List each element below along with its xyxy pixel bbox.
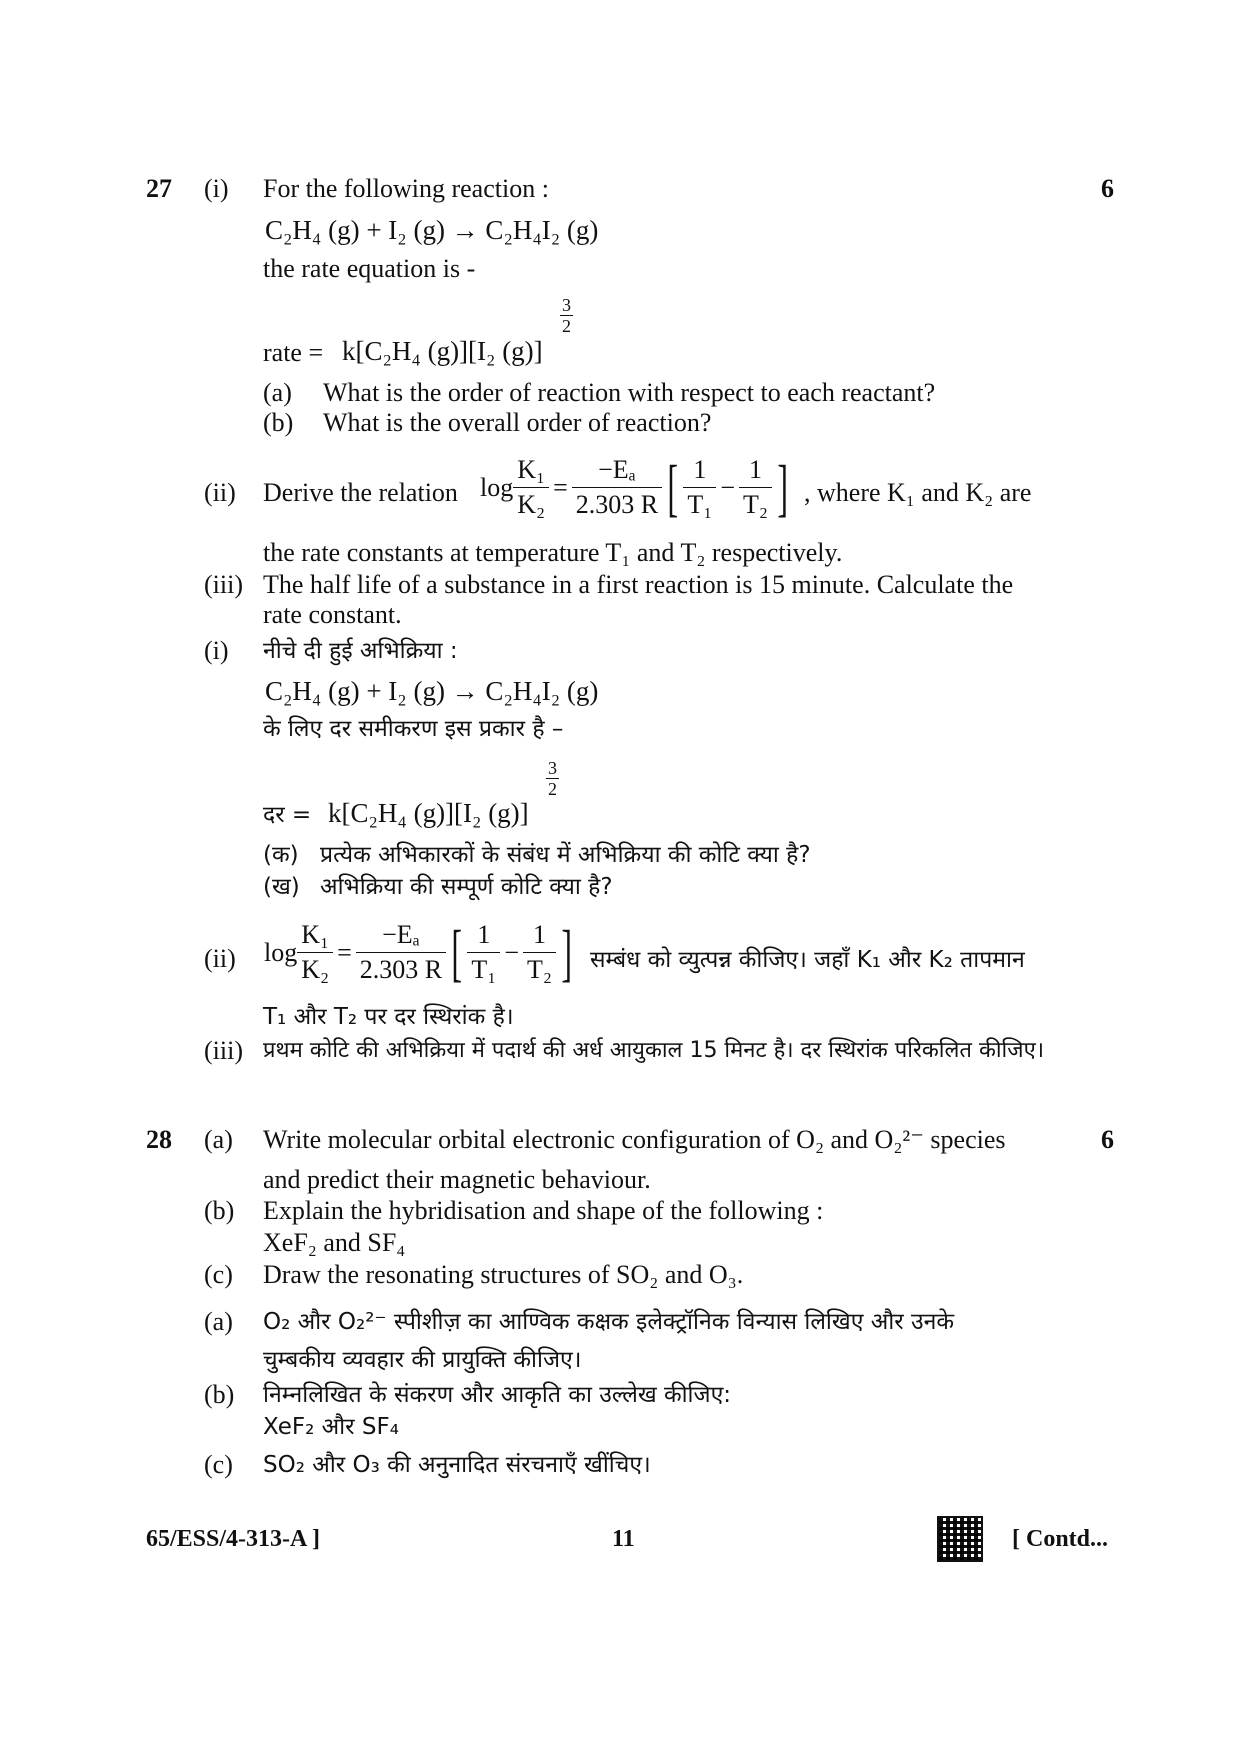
subpart-label: (a) xyxy=(263,378,292,407)
subpart-label: (ख) xyxy=(263,874,300,900)
rate-expression: k[C₂H₄ (g)][I₂ (g)] xyxy=(342,336,543,366)
question-text: and predict their magnetic behaviour. xyxy=(263,1165,651,1194)
part-label: (b) xyxy=(204,1196,235,1225)
subpart-label: (b) xyxy=(263,408,294,437)
activation-energy: −Eₐ xyxy=(572,455,662,488)
part-label: (iii) xyxy=(204,1036,243,1065)
subpart-text: What is the overall order of reaction? xyxy=(323,408,712,437)
log-symbol: log xyxy=(480,472,514,502)
exponent-denominator: 2 xyxy=(548,779,557,799)
t2: T₂ xyxy=(527,955,552,984)
rate-intro: the rate equation is - xyxy=(263,254,476,283)
question-text: The half life of a substance in a first reaction is 15 minute. Calculate the xyxy=(263,570,1014,599)
contd-label: [ Contd... xyxy=(1012,1526,1109,1552)
t2: T₂ xyxy=(743,490,768,519)
question-text: Draw the resonating structures of SO₂ and O₃. xyxy=(263,1260,744,1289)
question-text: XeF₂ and SF₄ xyxy=(263,1228,406,1257)
question-text: Derive the relation xyxy=(263,478,458,507)
rate-exponent xyxy=(560,295,573,337)
question-text: Explain the hybridisation and shape of the following : xyxy=(263,1196,824,1225)
activation-energy: −Eₐ xyxy=(356,920,446,953)
t1: T₁ xyxy=(471,955,497,984)
k2: K₂ xyxy=(517,490,546,519)
qr-code-icon xyxy=(937,1516,983,1562)
exponent-numerator: 3 xyxy=(548,758,557,778)
equals-sign: = xyxy=(553,472,568,502)
question-text: For the following reaction : xyxy=(263,174,549,203)
t1: T₁ xyxy=(687,490,713,519)
question-text-hindi: निम्नलिखित के संकरण और आकृति का उल्लेख कीजिए: xyxy=(263,1382,732,1408)
question-text-hindi: O₂ और O₂²⁻ स्पीशीज़ का आण्विक कक्षक इलेक्ट्रॉनिक विन्यास लिखिए और उनके xyxy=(263,1309,955,1335)
k1: K₁ xyxy=(513,455,549,488)
rate-expression: k[C₂H₄ (g)][I₂ (g)] xyxy=(328,798,529,828)
chemical-equation: C₂H₄ (g) + I₂ (g) → C₂H₄I₂ (g) xyxy=(265,676,599,706)
exponent-numerator: 3 xyxy=(562,295,571,315)
part-label: (i) xyxy=(204,174,229,203)
marks: 6 xyxy=(1101,174,1114,203)
subpart-text: What is the order of reaction with respect to each reactant? xyxy=(323,378,936,407)
rate-exponent xyxy=(546,758,559,800)
exponent-denominator: 2 xyxy=(562,316,571,336)
subpart-label: (क) xyxy=(263,842,299,868)
part-label: (iii) xyxy=(204,570,243,599)
k1: K₁ xyxy=(297,920,333,953)
k2: K₂ xyxy=(301,955,330,984)
question-text: rate constant. xyxy=(263,600,402,629)
rate-lhs: rate = xyxy=(263,338,324,367)
equals-sign: = xyxy=(337,937,352,967)
part-label: (c) xyxy=(204,1260,233,1289)
one: 1 xyxy=(523,920,556,953)
minus-sign: − xyxy=(504,937,520,967)
left-bracket: [ xyxy=(667,451,679,523)
question-text-hindi: नीचे दी हुई अभिक्रिया : xyxy=(263,638,458,664)
left-bracket: [ xyxy=(451,916,463,988)
part-label: (c) xyxy=(204,1450,233,1479)
denominator: 2.303 R xyxy=(359,955,443,984)
question-text-hindi: XeF₂ और SF₄ xyxy=(263,1414,399,1440)
marks: 6 xyxy=(1101,1125,1114,1154)
question-text-hindi: SO₂ और O₃ की अनुनादित संरचनाएँ खींचिए। xyxy=(263,1452,651,1478)
part-label: (ii) xyxy=(204,478,236,507)
part-label: (a) xyxy=(204,1307,233,1336)
part-label: (i) xyxy=(204,636,229,665)
question-number: 27 xyxy=(146,174,172,203)
subpart-text-hindi: प्रत्येक अभिकारकों के संबंध में अभिक्रिया की कोटि क्या है? xyxy=(320,842,811,868)
question-text-hindi: चुम्बकीय व्यवहार की प्रायुक्ति कीजिए। xyxy=(263,1347,582,1373)
question-text: the rate constants at temperature T₁ and T₂ respectively. xyxy=(263,538,843,567)
page-number: 11 xyxy=(612,1526,635,1552)
chemical-equation: C₂H₄ (g) + I₂ (g) → C₂H₄I₂ (g) xyxy=(265,215,599,245)
log-symbol: log xyxy=(264,937,298,967)
question-text: , where K₁ and K₂ are xyxy=(804,478,1032,507)
right-bracket: ] xyxy=(777,451,788,523)
subpart-text-hindi: अभिक्रिया की सम्पूर्ण कोटि क्या है? xyxy=(320,874,613,900)
part-label: (ii) xyxy=(204,944,236,973)
question-text-hindi: T₁ और T₂ पर दर स्थिरांक है। xyxy=(263,1004,514,1030)
question-number: 28 xyxy=(146,1125,172,1154)
arrhenius-relation xyxy=(264,916,577,988)
one: 1 xyxy=(739,455,772,488)
question-text: Write molecular orbital electronic configuration of O₂ and O₂²⁻ species xyxy=(263,1125,1006,1154)
right-bracket: ] xyxy=(561,916,572,988)
paper-code: 65/ESS/4-313-A ] xyxy=(146,1526,321,1552)
question-text-hindi: सम्बंध को व्युत्पन्न कीजिए। जहाँ K₁ और K₂ तापमान xyxy=(590,947,1025,973)
question-text-hindi: प्रथम कोटि की अभिक्रिया में पदार्थ की अर्ध आयुकाल 15 मिनट है। दर स्थिरांक परिकलित कीजिए। xyxy=(263,1038,1045,1063)
rate-intro-hindi: के लिए दर समीकरण इस प्रकार है – xyxy=(263,716,564,742)
one: 1 xyxy=(683,455,716,488)
one: 1 xyxy=(467,920,500,953)
part-label: (b) xyxy=(204,1380,235,1409)
denominator: 2.303 R xyxy=(575,490,659,519)
part-label: (a) xyxy=(204,1125,233,1154)
arrhenius-relation xyxy=(480,451,793,523)
minus-sign: − xyxy=(720,472,736,502)
rate-lhs-hindi: दर = xyxy=(263,802,312,828)
